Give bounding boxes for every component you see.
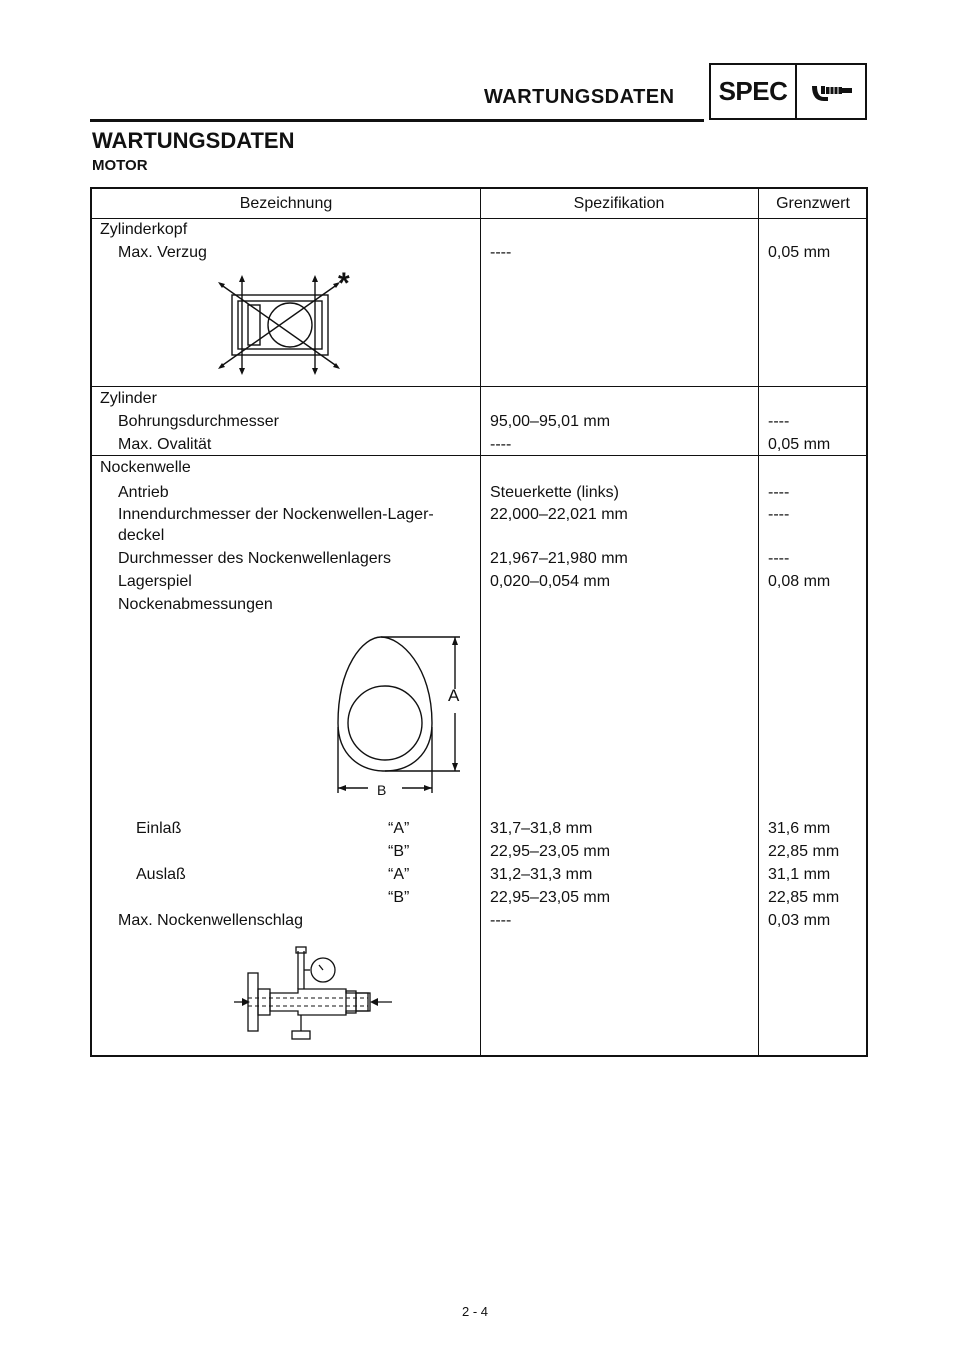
row-limit: 31,6 mm (768, 820, 831, 837)
row-spec: Steuerkette (links) (490, 484, 619, 501)
row-spec: ---- (490, 244, 512, 261)
row-dim: “B” (388, 889, 410, 906)
section-subtitle: MOTOR (92, 157, 148, 174)
spec-badge (709, 63, 867, 120)
row-label: Max. Verzug (118, 244, 207, 261)
row-limit: 31,1 mm (768, 866, 831, 883)
header-title: WARTUNGSDATEN (484, 86, 675, 108)
group-title: Zylinderkopf (100, 221, 188, 238)
row-spec: 0,020–0,054 mm (490, 573, 611, 590)
spec-badge-label: SPEC (711, 65, 797, 118)
group-title: Zylinder (100, 390, 157, 407)
section-title: WARTUNGSDATEN (92, 128, 295, 153)
row-spec: 31,7–31,8 mm (490, 820, 593, 837)
row-divider (92, 455, 866, 456)
column-header-spezifikation: Spezifikation (573, 195, 665, 212)
row-label: Lagerspiel (118, 573, 192, 590)
dimension-label-a: A (448, 686, 460, 705)
row-limit: ---- (768, 413, 790, 430)
row-limit: ---- (768, 550, 790, 567)
row-limit: ---- (768, 506, 790, 523)
camshaft-runout-figure (228, 941, 408, 1047)
cam-lobe-figure (328, 627, 468, 799)
row-label: Durchmesser des Nockenwellenlagers (118, 550, 392, 567)
row-spec: 22,95–23,05 mm (490, 889, 611, 906)
row-limit: ---- (768, 484, 790, 501)
row-limit: 22,85 mm (768, 889, 840, 906)
row-divider (92, 218, 866, 219)
row-divider (92, 386, 866, 387)
row-label-continued: deckel (118, 527, 165, 544)
row-spec: 22,95–23,05 mm (490, 843, 611, 860)
row-dim: “B” (388, 843, 410, 860)
row-label: Antrieb (118, 484, 169, 501)
row-spec: 21,967–21,980 mm (490, 550, 628, 567)
row-limit: 0,05 mm (768, 436, 831, 453)
row-spec: 95,00–95,01 mm (490, 413, 611, 430)
row-limit: 0,05 mm (768, 244, 831, 261)
row-dim: “A” (388, 866, 410, 883)
dimension-label-b: B (377, 782, 387, 798)
row-label: Innendurchmesser der Nockenwellen-Lager- (118, 506, 434, 523)
row-label: Max. Ovalität (118, 436, 212, 453)
row-limit: 0,08 mm (768, 573, 831, 590)
row-limit: 22,85 mm (768, 843, 840, 860)
row-label: Einlaß (136, 820, 182, 837)
figure-mark: * (338, 267, 350, 300)
header-rule (90, 119, 704, 122)
page-number: 2 - 4 (462, 1304, 489, 1319)
row-label: Auslaß (136, 866, 186, 883)
micrometer-icon (797, 65, 865, 118)
spec-table (90, 187, 868, 1057)
group-title: Nockenwelle (100, 459, 191, 476)
col-divider (480, 189, 481, 1055)
row-spec: ---- (490, 436, 512, 453)
row-spec: 22,000–22,021 mm (490, 506, 628, 523)
column-header-grenzwert: Grenzwert (776, 195, 850, 212)
col-divider (758, 189, 759, 1055)
row-label: Bohrungsdurchmesser (118, 413, 279, 430)
row-spec: 31,2–31,3 mm (490, 866, 593, 883)
column-header-bezeichnung: Bezeichnung (239, 195, 333, 212)
row-label: Nockenabmessungen (118, 596, 273, 613)
row-label: Max. Nockenwellenschlag (118, 912, 303, 929)
row-spec: ---- (490, 912, 512, 929)
row-dim: “A” (388, 820, 410, 837)
row-limit: 0,03 mm (768, 912, 831, 929)
